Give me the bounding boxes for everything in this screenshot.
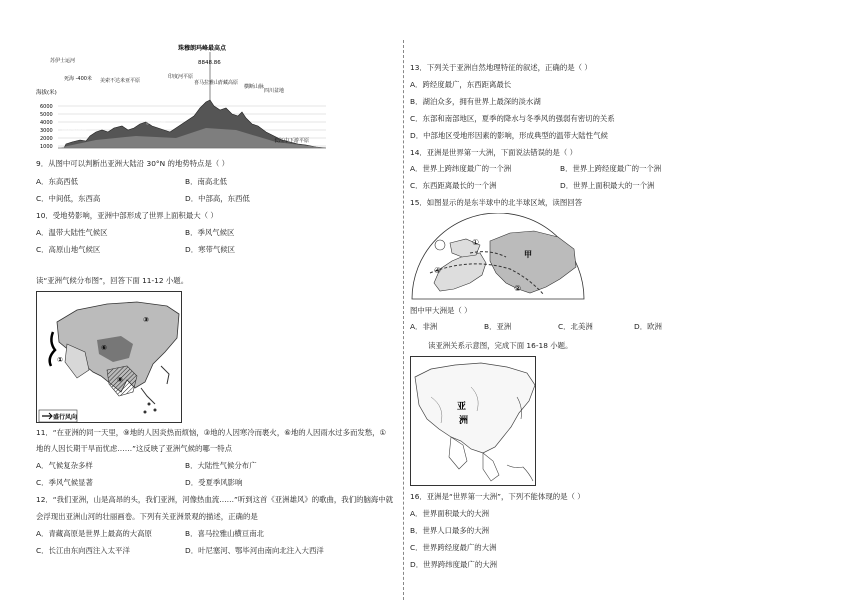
- y-tick-4000: 4000: [40, 120, 53, 126]
- q15-option-c[interactable]: C．北美洲: [558, 322, 593, 331]
- q11-option-d[interactable]: D．受夏季风影响: [185, 478, 243, 487]
- q13-option-d[interactable]: D．中部地区受地形因素的影响，形成典型的温带大陆性气候: [410, 131, 608, 140]
- terrain-profile-svg: [36, 44, 332, 154]
- asia-map-svg: [411, 357, 536, 486]
- place-indus: 印度河平原: [168, 74, 194, 80]
- q9-option-d[interactable]: D．中部高，东西低: [185, 194, 250, 203]
- place-suez: 苏伊士运河: [50, 58, 76, 64]
- q12-line2: 会浮现出亚洲山河的壮丽画卷。下列有关亚洲景观的描述，正确的是: [36, 512, 258, 521]
- q14-option-a[interactable]: A．世界上跨纬度最广的一个洲: [410, 164, 512, 173]
- climate-map-svg: [37, 292, 182, 423]
- q15-option-a[interactable]: A．非洲: [410, 322, 438, 331]
- place-tibet: 青藏高原: [218, 80, 239, 86]
- q10-option-a[interactable]: A．温带大陆性气候区: [36, 228, 108, 237]
- hemi-label-1: ①: [472, 238, 480, 247]
- intro-16-18: 读亚洲关系示意图，完成下面 16-18 小题。: [428, 341, 573, 350]
- q12-option-b[interactable]: B．喜马拉雅山横亘南北: [185, 529, 264, 538]
- q15-option-b[interactable]: B．亚洲: [484, 322, 512, 331]
- place-arabia: 阿拉伯高原: [62, 128, 88, 134]
- q10-option-d[interactable]: D．寒带气候区: [185, 245, 236, 254]
- q9-option-c[interactable]: C．中间低，东西高: [36, 194, 101, 203]
- profile-peak-value: 8848.86: [198, 60, 221, 66]
- place-dead-sea: 死海 -400米: [64, 76, 92, 82]
- q13-option-c[interactable]: C．东部和南部地区，夏季的降水与冬季风的强弱有密切的关系: [410, 114, 615, 123]
- climate-label-3: ③: [143, 316, 149, 324]
- q11-line2: 地的人因长期干旱而忧虑……”这反映了亚洲气候的哪一特点: [36, 444, 232, 453]
- asia-map-label-1: 亚: [457, 402, 467, 412]
- q12-option-d[interactable]: D．叶尼塞河、鄂毕河由南向北注入大西洋: [185, 546, 324, 555]
- y-tick-1000: 1000: [40, 144, 53, 150]
- profile-y-unit: 海拔(米): [36, 90, 57, 96]
- q12-option-a[interactable]: A．青藏高原是世界上最高的大高原: [36, 529, 152, 538]
- profile-title: 珠穆朗玛峰最高点: [178, 45, 227, 52]
- climate-legend-label: 盛行风向: [53, 414, 78, 421]
- q12-line1: 12．“我们亚洲，山是高昂的头，我们亚洲，河像热血流……”听到这首《亚洲雄风》的歌曲，我们的脑海中就: [36, 495, 394, 504]
- place-sichuan: 四川盆地: [264, 88, 285, 94]
- q13-option-b[interactable]: B．湖泊众多，拥有世界上最深的淡水湖: [410, 97, 541, 106]
- q14-option-c[interactable]: C．东西距离最长的一个洲: [410, 181, 497, 190]
- q15-option-d[interactable]: D．欧洲: [634, 322, 662, 331]
- y-tick-2000: 2000: [40, 136, 53, 142]
- q9-option-b[interactable]: B．南高北低: [185, 177, 228, 186]
- hemisphere-map-svg: [410, 213, 586, 301]
- northern-hemisphere-map: [410, 213, 586, 301]
- q10-stem: 10．受地势影响，亚洲中部形成了世界上面积最大（ ）: [36, 211, 218, 220]
- hemi-label-4: ④: [434, 266, 442, 275]
- place-himalaya: 喜马拉雅山: [194, 80, 220, 86]
- q9-stem: 9．从图中可以判断出亚洲大陆沿 30°N 的地势特点是（ ）: [36, 159, 229, 168]
- hemi-label-2: ②: [514, 284, 522, 293]
- q14-option-b[interactable]: B．世界上跨经度最广的一个洲: [560, 164, 662, 173]
- climate-label-9: ⑨: [117, 376, 123, 384]
- place-mesopotamia: 美索不达米亚平原: [100, 78, 141, 84]
- asia-climate-map: [36, 291, 182, 423]
- q12-option-c[interactable]: C．长江由东向西注入太平洋: [36, 546, 130, 555]
- place-hengduan: 横断山脉: [244, 84, 265, 90]
- q16-option-b[interactable]: B．世界人口最多的大洲: [410, 526, 489, 535]
- q15-stem: 15．如图显示的是东半球中的北半球区域，读图回答: [410, 198, 583, 207]
- q13-stem: 13．下列关于亚洲自然地理特征的叙述，正确的是（ ）: [410, 63, 592, 72]
- hemi-label-jia: 甲: [524, 250, 532, 259]
- q14-stem: 14．亚洲是世界第一大洲，下面说法错误的是（ ）: [410, 148, 577, 157]
- climate-label-6: ⑥: [101, 344, 107, 352]
- y-tick-6000: 6000: [40, 104, 53, 110]
- q16-stem: 16．亚洲是“世界第一大洲”，下列不能体现的是（ ）: [410, 492, 585, 501]
- q11-option-b[interactable]: B．大陆性气候分布广: [185, 461, 257, 470]
- place-yangtze-plain: 长江中下游平原: [274, 138, 310, 144]
- asia-relation-map: [410, 356, 536, 486]
- q9-option-a[interactable]: A．东高西低: [36, 177, 79, 186]
- q13-option-a[interactable]: A．跨经度最广，东西距离最长: [410, 80, 512, 89]
- q16-option-d[interactable]: D．世界跨纬度最广的大洲: [410, 560, 497, 569]
- q11-option-c[interactable]: C．季风气候显著: [36, 478, 93, 487]
- y-tick-5000: 5000: [40, 112, 53, 118]
- column-divider: [403, 40, 404, 600]
- q10-option-c[interactable]: C．高原山地气候区: [36, 245, 101, 254]
- q14-option-d[interactable]: D．世界上面积最大的一个洲: [560, 181, 655, 190]
- terrain-profile-figure: [36, 44, 332, 154]
- q15-after: 图中甲大洲是（ ）: [410, 306, 472, 315]
- y-tick-3000: 3000: [40, 128, 53, 134]
- q11-option-a[interactable]: A．气候复杂多样: [36, 461, 93, 470]
- q11-line1: 11．“在亚洲的同一天里，⑨地的人因炎热而烦恼，③地的人因寒冷而裹火，⑥地的人因雨水过多而发愁，①: [36, 428, 387, 437]
- intro-11-12: 读“亚洲气候分布图”，回答下面 11-12 小题。: [36, 276, 189, 285]
- asia-map-label-2: 洲: [459, 416, 469, 426]
- climate-label-1: ①: [57, 356, 63, 364]
- q16-option-a[interactable]: A．世界面积最大的大洲: [410, 509, 489, 518]
- q16-option-c[interactable]: C．世界跨经度最广的大洲: [410, 543, 497, 552]
- place-iran-plateau: 伊朗高原: [146, 120, 167, 126]
- q10-option-b[interactable]: B．季风气候区: [185, 228, 235, 237]
